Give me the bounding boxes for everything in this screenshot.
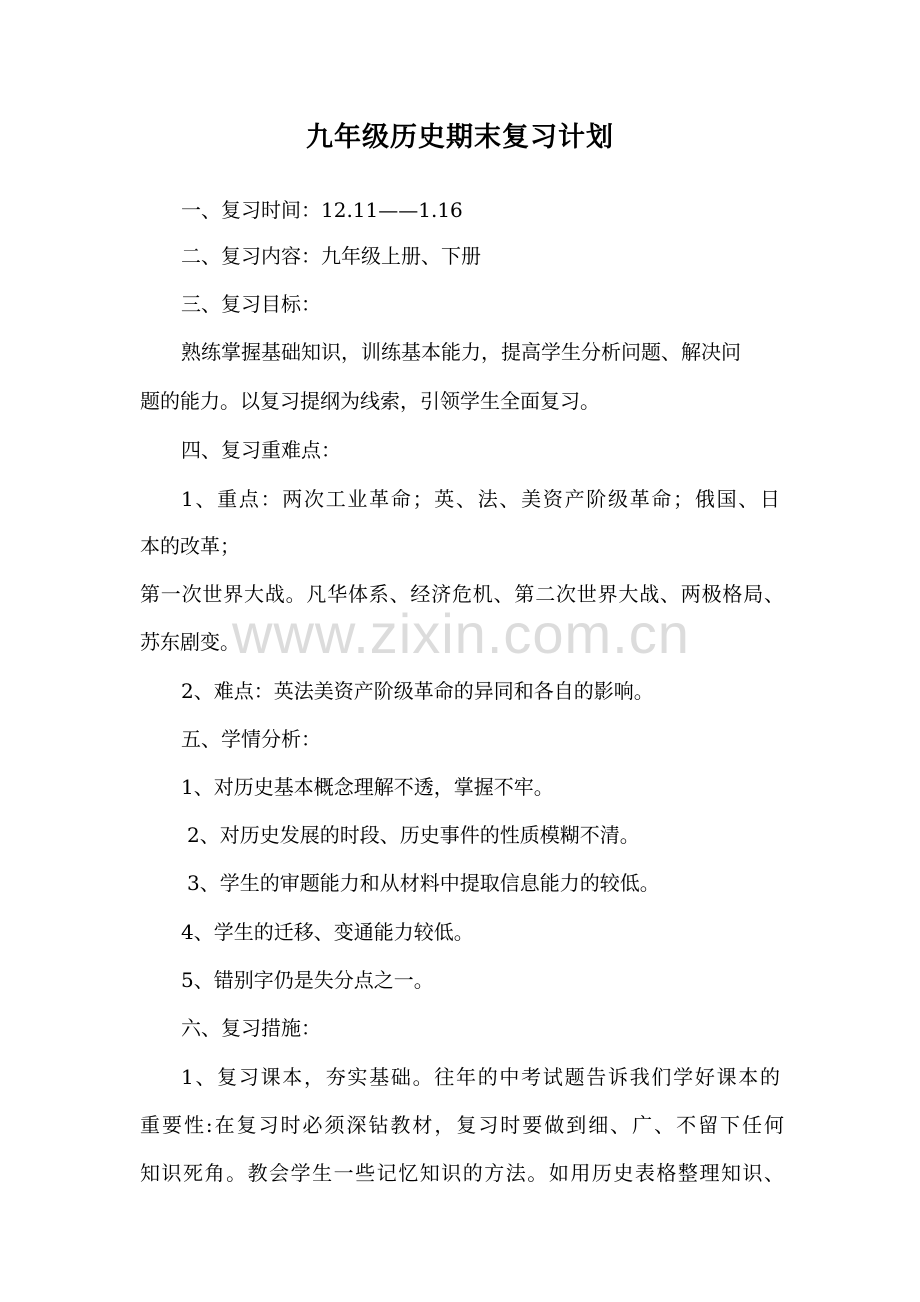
document-title: 九年级历史期末复习计划 [306, 122, 614, 153]
text-line-measures-heading: 六、复习措施： [181, 1016, 321, 1040]
text-line-measures-3: 知识死角。教会学生一些记忆知识的方法。如用历史表格整理知识、 [140, 1161, 784, 1185]
text-line-key-points-1: 1、重点：两次工业革命；英、法、美资产阶级革命；俄国、日 [181, 487, 780, 511]
text-line-measures-2: 重要性:在复习时必须深钻教材，复习时要做到细、广、不留下任何 [140, 1113, 784, 1137]
text-line-learning-analysis-4: 4、学生的迁移、变通能力较低。 [181, 920, 474, 944]
text-line-key-points-2: 本的改革； [140, 534, 240, 558]
text-line-learning-analysis-3: 3、学生的审题能力和从材料中提取信息能力的较低。 [187, 871, 660, 895]
text-line-review-goal-1: 熟练掌握基础知识，训练基本能力，提高学生分析问题、解决问 [181, 340, 741, 364]
text-line-learning-analysis-1: 1、对历史基本概念理解不透，掌握不牢。 [181, 775, 554, 799]
text-line-learning-analysis-heading: 五、学情分析： [181, 727, 321, 751]
text-line-review-time: 一、复习时间：12.11——1.16 [181, 198, 463, 222]
text-line-key-points-4: 苏东剧变。 [140, 630, 240, 654]
text-line-key-points-heading: 四、复习重难点： [181, 438, 341, 462]
text-line-learning-analysis-2: 2、对历史发展的时段、历史事件的性质模糊不清。 [187, 823, 640, 847]
text-line-review-goal-heading: 三、复习目标： [181, 292, 321, 316]
text-line-review-goal-2: 题的能力。以复习提纲为线索，引领学生全面复习。 [140, 389, 600, 413]
text-line-key-points-3: 第一次世界大战。凡华体系、经济危机、第二次世界大战、两极格局、 [140, 582, 784, 606]
text-line-measures-1: 1、复习课本，夯实基础。往年的中考试题告诉我们学好课本的 [181, 1065, 780, 1089]
watermark-text: www.zixin.com.cn [232, 602, 690, 665]
text-line-review-content: 二、复习内容：九年级上册、下册 [181, 244, 481, 268]
text-line-difficult-points: 2、难点：英法美资产阶级革命的异同和各自的影响。 [181, 679, 654, 703]
text-line-learning-analysis-5: 5、错别字仍是失分点之一。 [181, 968, 434, 992]
